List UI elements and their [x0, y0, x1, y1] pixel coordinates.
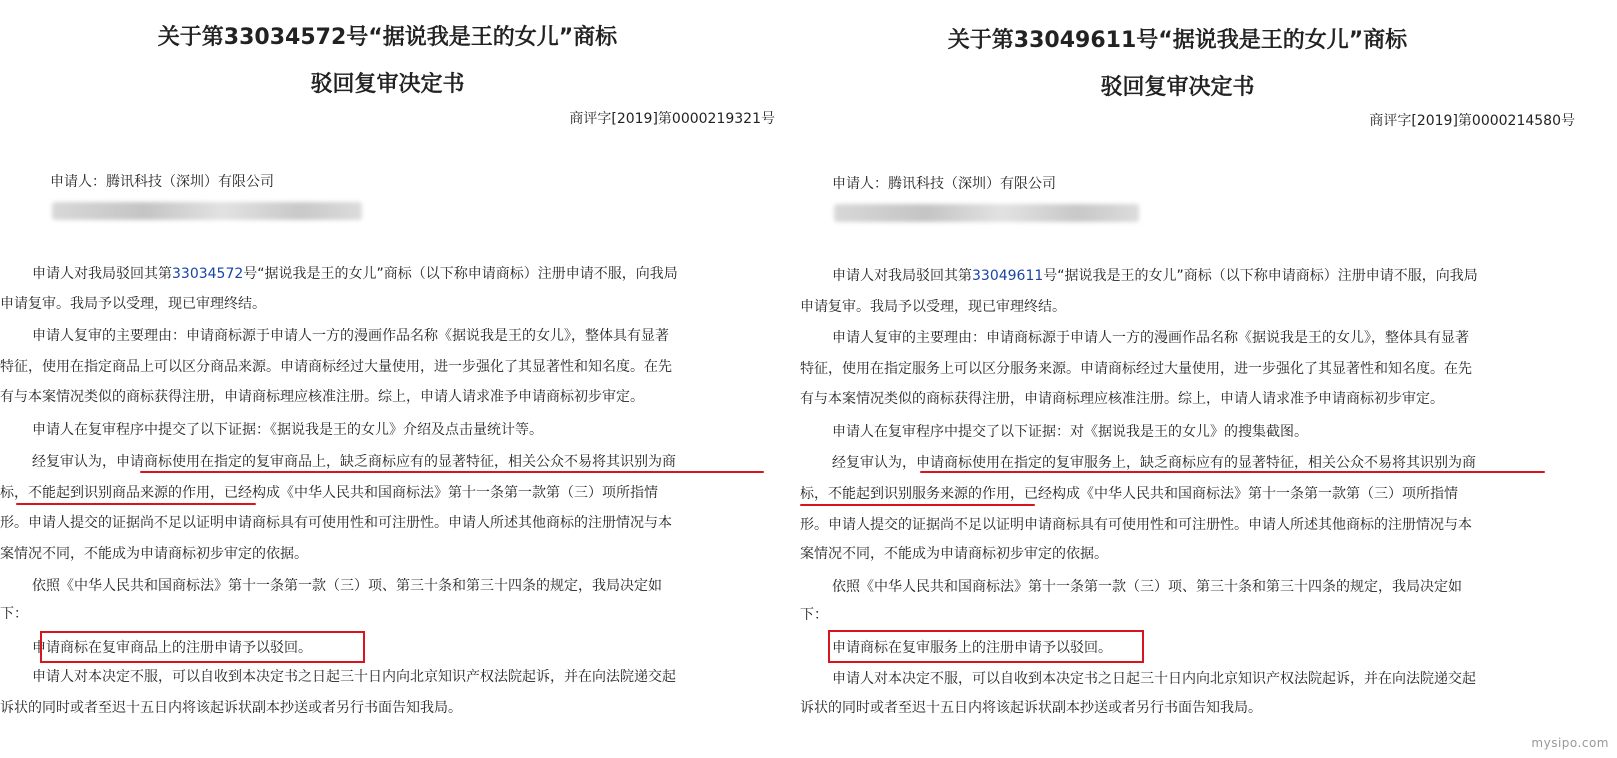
- paragraph-line: 案情况不同，不能成为申请商标初步审定的依据。: [800, 546, 1108, 562]
- decision-document-right: [800, 0, 1575, 758]
- paragraph-line: 下：: [800, 607, 828, 623]
- document-title: 关于第33049611号“据说我是王的女儿”商标: [947, 28, 1408, 53]
- paragraph-line: 申请人对我局驳回其第33034572号“据说我是王的女儿”商标（以下称申请商标）注册申请不服，向我局: [32, 266, 678, 282]
- paragraph-line: 依照《中华人民共和国商标法》第十一条第一款（三）项、第三十条和第三十四条的规定，我局决定如: [832, 579, 1462, 595]
- paragraph-line: 形。申请人提交的证据尚不足以证明申请商标具有可使用性和可注册性。申请人所述其他商标的注册情况与本: [800, 517, 1472, 533]
- highlight-box: [828, 630, 1144, 663]
- paragraph-line: 申请人复审的主要理由：申请商标源于申请人一方的漫画作品名称《据说我是王的女儿》，整体具有显著: [832, 330, 1469, 346]
- paragraph-line: 有与本案情况类似的商标获得注册，申请商标理应核准注册。综上，申请人请求准予申请商标初步审定。: [800, 391, 1444, 407]
- paragraph-line: 申请人对我局驳回其第33049611号“据说我是王的女儿”商标（以下称申请商标）注册申请不服，向我局: [832, 268, 1478, 284]
- paragraph-line: 经复审认为，申请商标使用在指定的复审服务上，缺乏商标应有的显著特征，相关公众不易将其识别为商: [832, 455, 1476, 471]
- paragraph-line: 申请复审。我局予以受理，现已审理终结。: [0, 296, 266, 312]
- redacted-address: [52, 202, 362, 220]
- document-subtitle: 驳回复审决定书: [310, 72, 465, 97]
- paragraph-line: 申请人复审的主要理由：申请商标源于申请人一方的漫画作品名称《据说我是王的女儿》，整体具有显著: [32, 328, 669, 344]
- paragraph-line: 申请人在复审程序中提交了以下证据：《据说我是王的女儿》介绍及点击量统计等。: [32, 422, 543, 438]
- paragraph-line: 案情况不同，不能成为申请商标初步审定的依据。: [0, 546, 308, 562]
- document-number: 商评字[2019]第0000214580号: [1369, 113, 1575, 129]
- paragraph-line: 申请复审。我局予以受理，现已审理终结。: [800, 299, 1066, 315]
- highlight-underline: [16, 503, 256, 505]
- decision-statement: 申请商标在复审服务上的注册申请予以驳回。: [832, 640, 1112, 656]
- redacted-address: [834, 204, 1139, 222]
- highlight-box: [40, 631, 365, 663]
- decision-statement: 申请商标在复审商品上的注册申请予以驳回。: [32, 640, 312, 656]
- document-title: 关于第33034572号“据说我是王的女儿”商标: [157, 25, 618, 50]
- highlight-underline: [140, 471, 764, 473]
- paragraph-line: 标，不能起到识别商品来源的作用，已经构成《中华人民共和国商标法》第十一条第一款第（三）项所指情: [0, 485, 658, 501]
- paragraph-line: 形。申请人提交的证据尚不足以证明申请商标具有可使用性和可注册性。申请人所述其他商标的注册情况与本: [0, 515, 672, 531]
- document-number: 商评字[2019]第0000219321号: [569, 111, 775, 127]
- paragraph-line: 诉状的同时或者至迟十五日内将该起诉状副本抄送或者另行书面告知我局。: [800, 700, 1262, 716]
- paragraph-line: 特征，使用在指定服务上可以区分服务来源。申请商标经过大量使用，进一步强化了其显著性和知名度。在先: [800, 361, 1472, 377]
- site-watermark: mysipo.com: [1531, 736, 1609, 750]
- paragraph-line: 诉状的同时或者至迟十五日内将该起诉状副本抄送或者另行书面告知我局。: [0, 700, 462, 716]
- paragraph-line: 下：: [0, 606, 28, 622]
- paragraph-line: 有与本案情况类似的商标获得注册，申请商标理应核准注册。综上，申请人请求准予申请商标初步审定。: [0, 389, 644, 405]
- trademark-number: 33049611: [972, 268, 1044, 284]
- paragraph-line: 申请人在复审程序中提交了以下证据：对《据说我是王的女儿》的搜集截图。: [832, 424, 1308, 440]
- paragraph-line: 标，不能起到识别服务来源的作用，已经构成《中华人民共和国商标法》第十一条第一款第（三）项所指情: [800, 486, 1458, 502]
- paragraph-line: 申请人对本决定不服，可以自收到本决定书之日起三十日内向北京知识产权法院起诉，并在向法院递交起: [832, 671, 1476, 687]
- paragraph-line: 经复审认为，申请商标使用在指定的复审商品上，缺乏商标应有的显著特征，相关公众不易将其识别为商: [32, 454, 676, 470]
- paragraph-line: 特征，使用在指定商品上可以区分商品来源。申请商标经过大量使用，进一步强化了其显著性和知名度。在先: [0, 359, 672, 375]
- paragraph-line: 申请人对本决定不服，可以自收到本决定书之日起三十日内向北京知识产权法院起诉，并在向法院递交起: [32, 669, 676, 685]
- applicant-line: 申请人：腾讯科技（深圳）有限公司: [50, 174, 274, 190]
- decision-document-left: [0, 0, 775, 758]
- trademark-number: 33034572: [172, 266, 244, 282]
- paragraph-line: 依照《中华人民共和国商标法》第十一条第一款（三）项、第三十条和第三十四条的规定，我局决定如: [32, 578, 662, 594]
- document-subtitle: 驳回复审决定书: [1100, 75, 1255, 100]
- applicant-line: 申请人：腾讯科技（深圳）有限公司: [832, 176, 1056, 192]
- highlight-underline: [920, 471, 1545, 473]
- highlight-underline: [800, 504, 1035, 506]
